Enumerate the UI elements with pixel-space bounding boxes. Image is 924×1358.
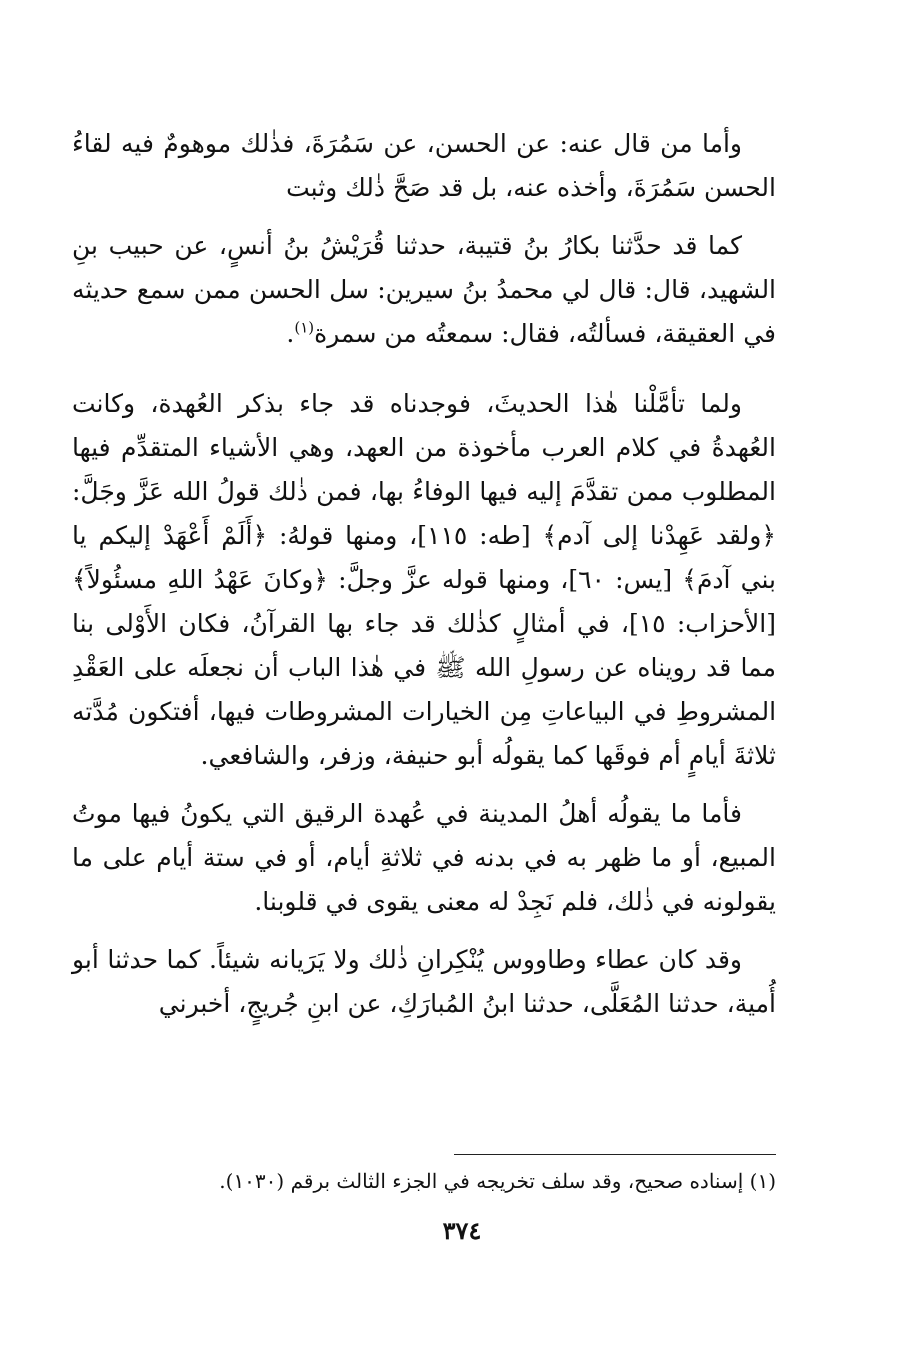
footnote: (١) إسناده صحيح، وقد سلف تخريجه في الجزء الثالث برقم (١٠٣٠). bbox=[219, 1169, 776, 1193]
text-line: وأما من قال عنه: عن الحسن، عن سَمُرَةَ، فذٰلك موهومٌ فيه لقاءُ bbox=[72, 129, 742, 158]
paragraph-2 bbox=[72, 224, 776, 356]
footnote-divider bbox=[454, 1154, 776, 1155]
paragraph-3 bbox=[72, 382, 776, 778]
page-number: ٣٧٤ bbox=[442, 1216, 482, 1245]
text-line: فأما ما يقولُه أهلُ المدينة في عُهدة الرقيق التي يكونُ فيها موتُ bbox=[72, 799, 742, 828]
text-line: كما قد حدَّثنا بكارُ بنُ قتيبة، حدثنا قُرَيْشُ بنُ أنسٍ، عن حبيب بنِ bbox=[72, 231, 742, 260]
text-line: أبو أُمية، حدثنا المُعَلَّى، حدثنا ابنُ المُبارَكِ، عن ابنِ جُريجٍ، أخبرني bbox=[72, 945, 776, 1018]
text-line: مسئُولاً﴾ [الأحزاب: ١٥]، في أمثالٍ كذٰلك قد جاء بها القرآنُ، فكان bbox=[72, 565, 776, 638]
text-line: المبيع، أو ما ظهر به في بدنه في ثلاثةِ أيام، أو في ستة أيام على bbox=[102, 843, 776, 872]
text-line: . bbox=[286, 319, 295, 348]
text-line: ﴿ولقد عَهِدْنا إلى آدم﴾ [طه: ١١٥]، ومنها قولهُ: ﴿أَلَمْ أَعْهَدْ إليكم bbox=[98, 521, 776, 550]
text-line: وقد كان عطاء وطاووس يُنْكِرانِ ذٰلك ولا يَرَيانه شيئاً. كما حدثنا bbox=[107, 945, 742, 974]
paragraph-4 bbox=[72, 792, 776, 924]
text-line: الأَوْلى بنا مما قد رويناه عن رسولِ الله ﷺ في هٰذا الباب أن نجعلَه bbox=[72, 609, 777, 682]
text-line: على العَقْدِ المشروطِ في البياعاتِ مِن الخيارات المشروطات فيها، bbox=[72, 653, 777, 726]
paragraph-1 bbox=[72, 122, 776, 210]
text-line: أفتكون مُدَّته ثلاثةَ أيامٍ أم فوقَها كما يقولُه أبو حنيفة، وزفر، والشافعي. bbox=[72, 697, 776, 770]
text-line: ولما تأمَّلْنا هٰذا الحديثَ، فوجدناه قد جاء بذكر العُهدة، وكانت bbox=[72, 389, 742, 418]
footnote-reference: (١) bbox=[294, 318, 315, 337]
text-line: الشهيد، قال: قال لي محمدُ بنُ سيرين: سل الحسن ممن سمع bbox=[136, 275, 777, 304]
paragraph-5 bbox=[72, 938, 776, 1026]
main-text bbox=[72, 122, 776, 1040]
text-line: يا بني آدمَ﴾ [يس: ٦٠]، ومنها قوله عزَّ وجلَّ: ﴿وكانَ عَهْدُ اللهِ bbox=[72, 521, 776, 594]
text-line: الحسن سَمُرَةَ، وأخذه عنه، بل قد صَحَّ ذٰلك وثبت bbox=[286, 173, 776, 202]
text-line: حديثه في العقيقة، فسألتُه، فقال: سمعتُه من سمرة bbox=[72, 275, 776, 348]
text-line: ما يقولونه في ذٰلك، فلم نَجِدْ له معنى يقوى في قلوبنا. bbox=[72, 843, 776, 916]
text-line: العُهدةُ في كلام العرب مأخوذة من العهد، وهي الأشياء المتقدِّم فيها bbox=[72, 433, 776, 462]
text-line: المطلوب ممن تقدَّمَ إليه فيها الوفاءُ بها، فمن ذٰلك قولُ الله عَزَّ وجَلَّ: bbox=[72, 477, 776, 506]
